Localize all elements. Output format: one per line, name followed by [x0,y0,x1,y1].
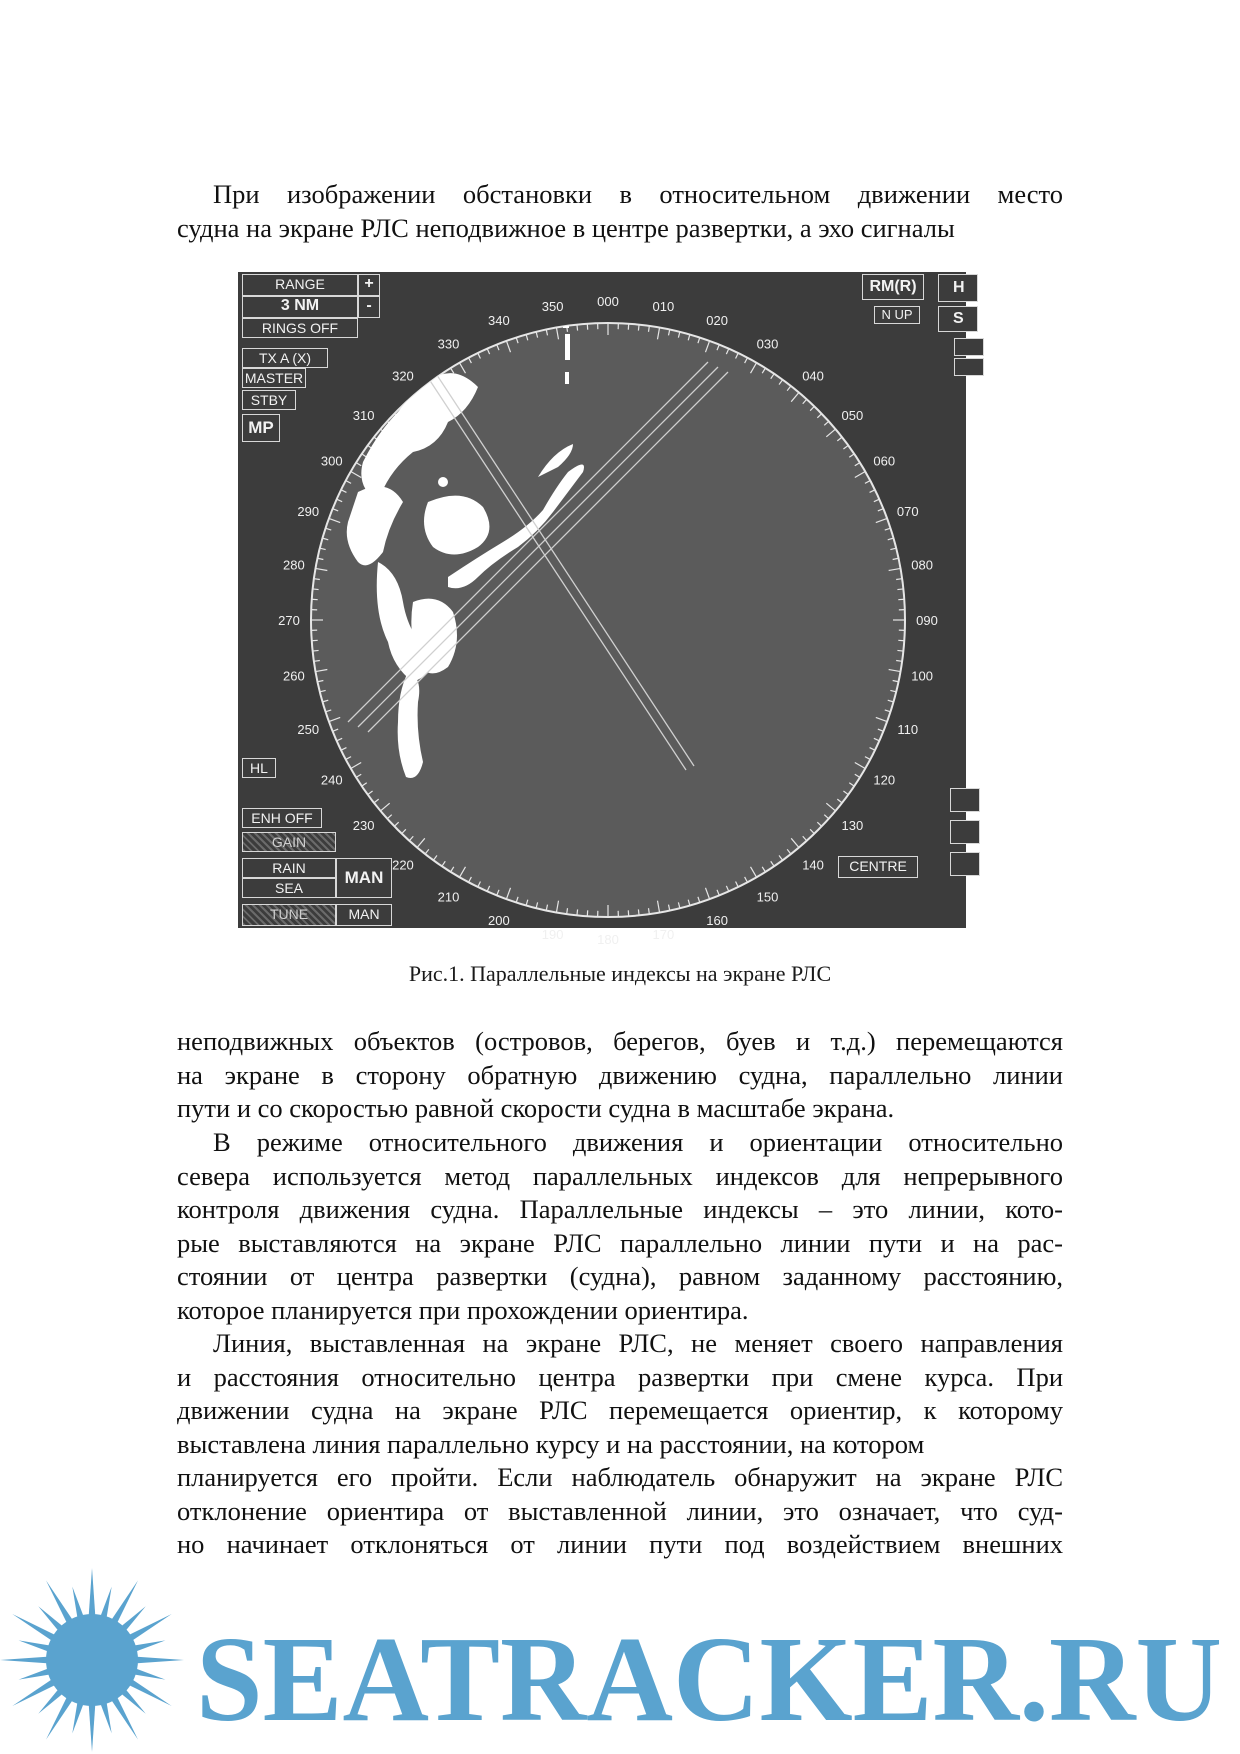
text-line: При изображении обстановки в относительном движении место [213,179,1063,209]
target-echo [565,372,569,384]
right-edge-button[interactable] [950,852,980,876]
text-line: неподвижных объектов (островов, берегов, буев и т.д.) перемещаются [177,1026,1063,1056]
bearing-label: 340 [488,313,510,329]
bearing-tick [313,589,319,590]
speed-button[interactable]: S [938,306,978,332]
sea-button[interactable]: SEA [242,878,336,898]
paragraph-2 [177,1126,1063,1327]
sun-ray [132,1656,184,1663]
intro-paragraph [177,178,1063,245]
sun-ray [88,1568,95,1620]
bearing-label: 150 [756,889,779,905]
figure-caption: Рис.1. Параллельные индексы на экране РЛС [408,961,832,986]
bearing-label: 220 [392,857,414,873]
bearing-label: 330 [437,336,460,352]
stby-button[interactable]: STBY [242,390,296,410]
text-line: планируется его пройти. Если наблюдатель обнаружит на экране РЛС [177,1462,1063,1492]
bearing-label: 170 [652,927,675,943]
bearing-tick [314,579,320,580]
right-edge-button[interactable] [954,358,984,376]
bearing-label: 200 [488,912,510,928]
north-up-button[interactable]: N UP [874,306,920,324]
bearing-label: 060 [873,453,896,469]
bearing-tick [648,908,649,914]
bearing-label: 270 [278,613,300,628]
text-line: движении судна на экране РЛС перемещается ориентир, к которому [177,1395,1063,1425]
bearing-tick [638,909,639,915]
bearing-tick [577,909,578,915]
paragraph-3 [177,1327,1063,1562]
text-line: севера используется метод параллельных индексов для непрерывного [177,1160,1063,1191]
bearing-label: 000 [597,294,619,309]
island-echo [390,451,402,463]
text-line: но начинает отклоняться от линии пути под воздействием внешних [177,1529,1063,1559]
bearing-label: 160 [706,912,728,928]
bearing-label: 350 [541,298,564,314]
tune-manual-button[interactable]: MAN [336,904,392,926]
island-echo [438,477,448,487]
bearing-label: 290 [297,503,320,519]
bearing-label: 110 [897,722,919,738]
right-edge-button[interactable] [950,820,980,844]
island-echo [365,532,375,542]
text-line: и расстояния относительно центра развертки при смене курса. При [177,1361,1063,1392]
bearing-label: 100 [911,668,934,684]
mp-button[interactable]: MP [242,414,280,442]
island-echo [424,496,489,555]
text-line: В режиме относительного движения и ориентации относительно [213,1127,1063,1157]
bearing-label: 010 [652,298,675,314]
bearing-label: 070 [896,503,919,519]
text-line: выставлена линия параллельно курсу и на расстоянии, на котором [177,1428,925,1459]
text-line: отклонение ориентира от выставленной линии, это означает, что суд- [177,1495,1063,1526]
bearing-label: 250 [297,722,320,738]
bearing-label: 260 [282,668,305,684]
bearing-tick [314,660,320,661]
tx-button[interactable]: TX A (X) [242,348,328,368]
bearing-label: 130 [841,818,864,834]
tune-button[interactable]: TUNE [242,904,336,926]
bearing-label: 190 [541,927,564,943]
enhance-button[interactable]: ENH OFF [242,808,322,828]
right-edge-button[interactable] [954,338,984,356]
bearing-tick [896,660,902,661]
bearing-label: 310 [352,407,375,423]
text-line: пути и со скоростью равной скорости судна в масштабе экрана. [177,1093,895,1123]
bearing-label: 080 [911,557,934,573]
text-line: Линия, выставленная на экране РЛС, не меняет своего направления [213,1328,1063,1358]
sun-logo-icon [0,1568,184,1752]
bearing-label: 140 [802,857,824,873]
rm-button[interactable]: RM(R) [862,274,924,300]
clutter-manual-button[interactable]: MAN [336,858,392,898]
bearing-label: 180 [597,932,619,947]
range-minus-button[interactable]: - [358,296,380,318]
bearing-label: 280 [282,557,305,573]
bearing-tick [313,650,319,651]
text-line: контроля движения судна. Параллельные индексы – это линии, кото- [177,1194,1063,1224]
watermark-text: SEATRACKER.RU [196,1612,1222,1747]
sun-ray [88,1700,95,1752]
centre-button[interactable]: CENTRE [838,856,918,878]
heading-button[interactable]: H [938,274,978,302]
bearing-label: 120 [873,772,896,788]
bearing-tick [897,650,903,651]
text-line: рые выставляются на экране РЛС параллельно линии пути и на рас- [177,1227,1063,1258]
bearing-label: 320 [392,368,414,384]
master-button[interactable]: MASTER [242,368,306,388]
bearing-tick [897,589,903,590]
bearing-tick [648,326,649,332]
bearing-tick [638,325,639,331]
bearing-label: 040 [802,368,824,384]
bearing-tick [577,325,578,331]
seatracker-watermark [0,1560,1240,1754]
range-label: RANGE [242,274,358,296]
target-echo [565,334,570,360]
bearing-tick [896,579,902,580]
radar-display [238,272,966,947]
bearing-label: 050 [841,407,864,423]
right-edge-button[interactable] [950,788,980,812]
bearing-label: 210 [437,889,460,905]
range-value: 3 NM [242,296,358,318]
range-plus-button[interactable]: + [358,274,380,296]
bearing-tick [567,908,568,914]
text-line: на экране в сторону обратную движению судна, параллельно линии [177,1059,1063,1090]
bearing-label: 230 [352,818,375,834]
bearing-label: 020 [706,313,728,329]
text-line: стоянии от центра развертки (судна), равном заданному расстоянию, [177,1261,1063,1291]
sun-logo-core [46,1614,138,1706]
heading-line-button[interactable]: HL [242,758,276,778]
radar-screenshot-figure [238,272,966,947]
text-line: которое планируется при прохождении ориентира. [177,1294,749,1325]
paragraph-1 [177,1025,1063,1126]
text-line: судна на экране РЛС неподвижное в центре развертки, а эхо сигналы [177,212,955,243]
gain-button[interactable]: GAIN [242,832,336,852]
bearing-label: 300 [320,453,343,469]
bearing-label: 090 [916,613,938,628]
target-echo [563,300,569,328]
rain-button[interactable]: RAIN [242,858,336,878]
sun-ray [0,1656,52,1663]
bearing-label: 240 [320,772,343,788]
bearing-label: 030 [756,336,779,352]
rings-button[interactable]: RINGS OFF [242,318,358,338]
